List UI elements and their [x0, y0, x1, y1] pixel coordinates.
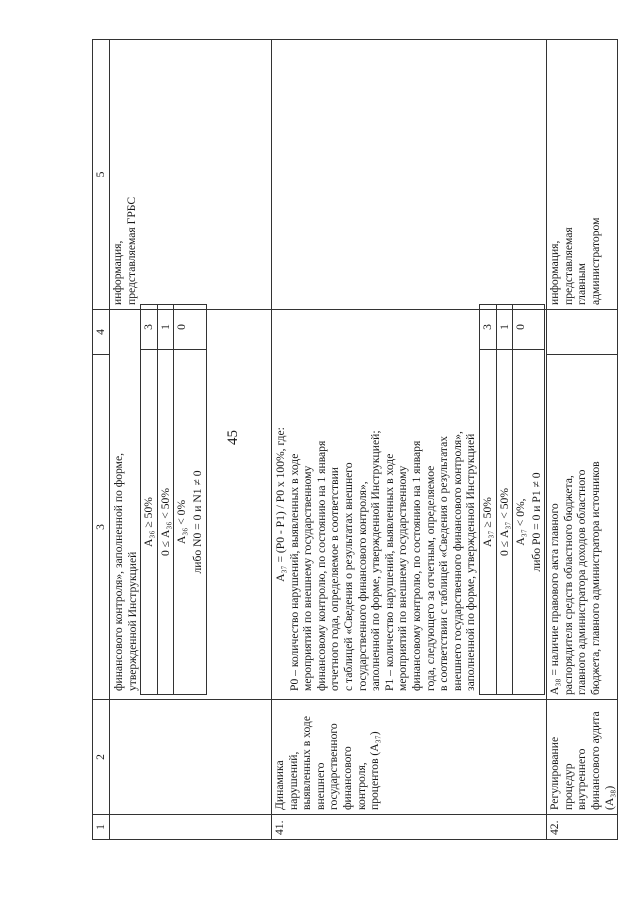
- header-col-3: 3: [93, 355, 110, 700]
- source-cell: информация, представляемая ГРБС: [110, 40, 272, 310]
- criteria-grid: [140, 304, 206, 695]
- header-col-4: 4: [93, 310, 110, 355]
- criterion-score: 3: [479, 305, 496, 350]
- row-number: 42.: [547, 815, 618, 840]
- header-col-1: 1: [93, 815, 110, 840]
- criterion-score: 3: [141, 305, 158, 350]
- header-col-5: 5: [93, 40, 110, 310]
- criterion-formula: А₃₆ ≥ 50%: [141, 350, 158, 695]
- row-number: 41.: [272, 815, 547, 840]
- score-cell: [547, 310, 618, 355]
- criterion-formula: 0 ≤ А₃₇ < 50%: [496, 350, 513, 695]
- criterion-score: 1: [157, 305, 174, 350]
- criteria-cell: А₃₇ = (P0 - P1) / P0 x 100%, где: P0 – количество нарушений, выявленных в ходе мероприятий по внешнему государственному финансовому контролю, по состоянию на 1 января отчетного года, определяемое в соответствии с таблицей «Сведения о результатах внешнего государственного финансового контроля», заполненной по форме, утвержденной Инструкцией; P1 – количество нарушений, выявленных в ходе мероприятий по внешнему государственному финансовому контролю, по состоянию на 1 января года, следующего за отчетным, определяемое в соответствии с таблицей «Сведения о результатах внешнего государственного финансового контроля», заполненной по форме, утвержденной Инструкцией А₃₇ ≥ 50% 3 0 ≤ А₃₇ < 50% 1 А₃₇ < 0%, 0 либо P0 = 0 и P1 ≠ 0: [272, 310, 547, 700]
- criterion-formula: 0 ≤ А₃₆ < 50%: [157, 350, 174, 695]
- cont-text-line: утвержденной Инструкцией: [125, 551, 139, 691]
- criterion-formula: А₃₇ ≥ 50%: [479, 350, 496, 695]
- criterion-score: 1: [496, 305, 513, 350]
- indicator-name: Регулирование процедур внутреннего финансового аудита (А₃₈): [547, 700, 618, 815]
- criterion-formula: либо N0 = 0 и N1 ≠ 0: [190, 350, 206, 695]
- page-number: 45: [225, 430, 241, 445]
- formula: А₃₇ = (P0 - P1) / P0 x 100%, где:: [274, 427, 287, 582]
- rotated-table-container: [92, 40, 616, 840]
- indicator-name: Динамика нарушений, выявленных в ходе внешнего государственного финансового контроля, процентов (А₃₇): [272, 700, 547, 815]
- table-row-42: [547, 40, 618, 840]
- criterion-formula: А₃₆ < 0%: [174, 350, 190, 695]
- source-cell: [272, 40, 547, 310]
- criteria-cell: [110, 310, 272, 700]
- header-row: [93, 40, 110, 840]
- criterion-formula: либо P0 = 0 и P1 ≠ 0: [529, 350, 545, 695]
- criteria-grid: [479, 304, 545, 695]
- table-row-continuation: [110, 40, 272, 840]
- table-row-41: [272, 40, 547, 840]
- criterion-formula: А₃₇ < 0%,: [513, 350, 529, 695]
- description-cell: А₃₈ = наличие правового акта главного распорядителя средств областного бюджета, главного администратора доходов областного бюджета, главного администратора источников: [547, 355, 618, 700]
- criterion-score: 0: [513, 305, 545, 350]
- criterion-score: 0: [174, 305, 206, 350]
- criteria-table: [92, 39, 618, 840]
- source-cell: информация, представляемая главным администратором: [547, 40, 618, 310]
- cont-text-line: финансового контроля», заполненной по форме,: [112, 452, 125, 691]
- header-col-2: 2: [93, 700, 110, 815]
